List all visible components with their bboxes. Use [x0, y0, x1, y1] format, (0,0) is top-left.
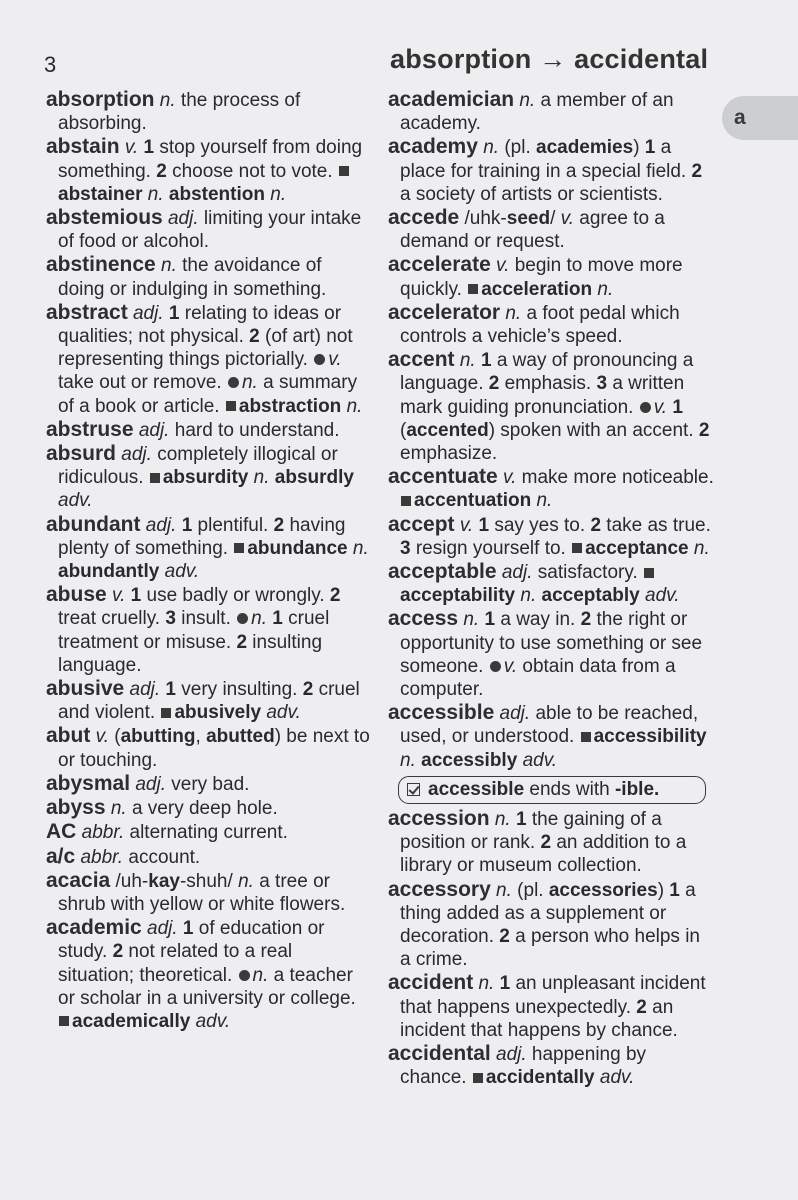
sense-number: 1 [479, 609, 496, 631]
dictionary-entry [388, 878, 714, 972]
derived-form: acceptability [400, 585, 516, 607]
part-of-speech: abbr. [81, 822, 125, 844]
definition-text: the process of absorbing. [58, 90, 301, 135]
dictionary-entry [388, 971, 714, 1042]
definition-text: an addition to a library or museum collection. [400, 832, 687, 877]
running-head: absorption → accidental [390, 44, 709, 74]
part-of-speech: adj. [132, 302, 164, 324]
derived-form: accidentally [485, 1067, 595, 1089]
sense-bullet-icon [239, 970, 250, 981]
sense-bullet-icon [314, 354, 325, 365]
headword: accentuate [388, 465, 498, 489]
definition-text: a place for training in a special field. [400, 137, 692, 182]
dictionary-entry [388, 807, 714, 878]
part-of-speech: v. [124, 137, 139, 159]
headword: accession [388, 806, 490, 830]
part-of-speech: v. [95, 726, 109, 748]
derived-form: accessibly [421, 749, 518, 771]
derived-form: accentuation [414, 490, 532, 512]
sense-number: 1 [510, 808, 527, 830]
part-of-speech: adj. [138, 419, 170, 441]
sense-number: 1 [644, 137, 656, 159]
dictionary-entry [46, 724, 371, 771]
definition-text: very insulting. [176, 679, 303, 701]
sense-number: 1 [176, 514, 193, 536]
sense-number: 2 [112, 941, 124, 963]
thumb-letter: a [734, 106, 746, 129]
left-column [46, 88, 371, 1033]
definition-text: a person who helps in a crime. [400, 925, 700, 971]
derived-form: accessibility [593, 726, 707, 748]
definition-text: not related to a real situation; theoretical. [58, 941, 293, 986]
part-of-speech: adv. [164, 561, 200, 583]
derived-form: abstraction [238, 395, 342, 417]
sense-number: 2 [691, 160, 703, 182]
dictionary-entry [388, 88, 714, 135]
headword: accidental [388, 1041, 491, 1065]
part-of-speech: v. [560, 208, 575, 230]
definition-text: -shuh/ [179, 870, 239, 892]
part-of-speech: n. [252, 964, 269, 986]
part-of-speech: n. [459, 350, 476, 372]
dictionary-entry [388, 253, 714, 300]
dictionary-entry [388, 1042, 714, 1089]
dictionary-entry [46, 442, 371, 513]
definition-text: a written mark guiding pronunciation. [400, 373, 685, 418]
dictionary-entry [46, 772, 371, 796]
definition-text: able to be reached, used, or understood. [400, 703, 699, 748]
sense-number: 1 [138, 137, 155, 159]
part-of-speech: v. [459, 514, 474, 536]
part-of-speech: n. [147, 183, 164, 205]
definition-text: cruel and violent. [58, 679, 360, 724]
derivative-marker-icon [581, 732, 591, 742]
headword: abuse [46, 583, 107, 607]
derived-form: abundantly [58, 561, 160, 583]
definition-text: cruel treatment or misuse. [58, 608, 330, 653]
definition-text: account. [123, 846, 201, 868]
headword: AC [46, 820, 77, 844]
part-of-speech: adj. [167, 208, 199, 230]
derived-form: abstainer [58, 183, 143, 205]
definition-text: make more noticeable. [516, 467, 714, 489]
part-of-speech: n. [505, 302, 522, 324]
part-of-speech: n. [536, 490, 553, 512]
part-of-speech: adj. [135, 773, 166, 795]
sense-number: 2 [302, 679, 314, 701]
sense-number: 1 [177, 918, 194, 940]
dictionary-entry [388, 607, 714, 701]
definition-text: hard to understand. [169, 419, 340, 441]
definition-text: the gaining of a position or rank. [400, 808, 662, 854]
dictionary-entry [46, 88, 371, 135]
derivative-marker-icon [401, 496, 411, 506]
part-of-speech: n. [463, 609, 480, 631]
derivative-marker-icon [644, 568, 654, 578]
headword: access [388, 607, 459, 631]
part-of-speech: adv. [266, 702, 301, 724]
dictionary-entry [46, 418, 371, 442]
tip-text: ends with [524, 778, 615, 800]
derivative-marker-icon [572, 543, 582, 553]
headword: abusive [46, 677, 125, 701]
derivative-marker-icon [161, 708, 171, 718]
sense-bullet-icon [237, 613, 248, 624]
part-of-speech: n. [270, 183, 287, 205]
headword: accede [388, 206, 460, 230]
part-of-speech: adv. [522, 749, 558, 771]
derivative-marker-icon [226, 401, 236, 411]
definition-text: relating to ideas or qualities; not physical. [58, 302, 342, 348]
derived-form: abstention [168, 183, 265, 205]
definition-text: limiting your intake of food or alcohol. [58, 208, 362, 253]
headword: accident [388, 971, 474, 995]
sense-number: 2 [580, 609, 592, 631]
headword: abstinence [46, 253, 156, 277]
headword: absorption [46, 88, 155, 111]
definition-text: use badly or wrongly. [141, 585, 330, 607]
sense-number: 1 [473, 514, 490, 536]
definition-text: obtain data from a computer. [400, 655, 676, 701]
part-of-speech: n. [519, 90, 536, 111]
part-of-speech: n. [494, 808, 511, 830]
definition-text: satisfactory. [532, 562, 643, 584]
sense-number: 2 [236, 631, 248, 653]
part-of-speech: v. [503, 467, 517, 489]
headword: acacia [46, 868, 111, 892]
definition-text: take as true. [601, 514, 711, 536]
sense-bullet-icon [640, 402, 651, 413]
headword: accessible [388, 701, 495, 725]
dictionary-entry [46, 796, 371, 820]
headword: abstruse [46, 417, 134, 441]
headword: abstemious [46, 206, 163, 230]
definition-text: treat cruelly. [58, 608, 166, 630]
headword: academician [388, 88, 515, 111]
derived-form: kay [148, 870, 180, 892]
definition-text: ( [108, 726, 121, 748]
part-of-speech: adj. [499, 703, 531, 725]
definition-text: a society of artists or scientists. [400, 183, 663, 205]
definition-text: begin to move more quickly. [400, 255, 683, 300]
dictionary-entry [46, 845, 371, 869]
derivative-marker-icon [473, 1073, 483, 1083]
part-of-speech: adj. [147, 918, 178, 940]
part-of-speech: n. [161, 255, 177, 277]
part-of-speech: n. [110, 798, 127, 820]
dictionary-entry [46, 135, 371, 206]
part-of-speech: n. [483, 137, 500, 159]
tip-word: accessible [428, 778, 525, 800]
part-of-speech: n. [253, 467, 270, 489]
definition-text: , [195, 726, 207, 748]
dictionary-entry [388, 465, 714, 512]
definition-text: a way in. [495, 609, 581, 631]
spelling-tip-box [398, 776, 706, 804]
headword: accelerator [388, 300, 501, 324]
definition-text: a summary of a book or article. [58, 372, 358, 417]
part-of-speech: n. [352, 537, 369, 559]
definition-text: a foot pedal which controls a vehicle’s speed. [400, 302, 680, 348]
part-of-speech: n. [400, 749, 416, 771]
dictionary-entry [388, 348, 714, 465]
derivative-marker-icon [150, 473, 160, 483]
sense-number: 1 [475, 350, 492, 372]
definition-text: ) be next to or touching. [58, 726, 370, 771]
sense-number: 3 [400, 537, 411, 559]
definition-text: a very deep hole. [126, 798, 278, 820]
part-of-speech: n. [693, 537, 710, 559]
headword: academy [388, 135, 478, 159]
definition-text: ) [633, 137, 645, 159]
definition-text: plentiful. [192, 514, 274, 536]
sense-number: 2 [488, 373, 500, 395]
sense-bullet-icon [490, 661, 501, 672]
part-of-speech: n. [238, 870, 254, 892]
derived-form: accented [406, 419, 489, 441]
definition-text: insulting language. [58, 631, 323, 676]
dictionary-entry [46, 677, 371, 724]
dictionary-entry [46, 301, 371, 418]
definition-text: of education or study. [58, 918, 325, 963]
part-of-speech: adj. [129, 679, 161, 701]
part-of-speech: n. [496, 879, 512, 901]
sense-number: 3 [596, 373, 608, 395]
headword: accept [388, 512, 455, 536]
part-of-speech: v. [503, 655, 518, 677]
sense-number: 3 [165, 608, 176, 630]
derived-form: accessories [548, 879, 658, 901]
part-of-speech: abbr. [80, 846, 124, 868]
definition-text: (of art) not representing things pictorially. [58, 326, 353, 371]
headword: abundant [46, 512, 141, 536]
sense-number: 2 [249, 326, 260, 348]
headword: abyss [46, 796, 106, 820]
part-of-speech: adv. [599, 1067, 635, 1089]
checkbox-icon [407, 783, 420, 796]
derived-form: abundance [247, 537, 348, 559]
part-of-speech: adj. [121, 444, 152, 466]
sense-number: 2 [540, 832, 552, 854]
derived-form: absurdly [274, 467, 354, 489]
part-of-speech: v. [328, 349, 342, 371]
tip-suffix: -ible. [614, 778, 660, 800]
definition-text: ) [657, 879, 670, 901]
definition-text: a way of pronouncing a language. [400, 350, 694, 395]
definition-text: happening by chance. [400, 1043, 647, 1089]
headword: academic [46, 916, 142, 940]
dictionary-entry [388, 513, 714, 560]
part-of-speech: n. [478, 973, 495, 995]
part-of-speech: adj. [145, 514, 177, 536]
derived-form: acceleration [481, 278, 593, 300]
definition-text: an incident that happens by chance. [400, 996, 678, 1041]
definition-text: (pl. [511, 879, 549, 901]
dictionary-entry [46, 513, 371, 584]
definition-text: completely illogical or ridiculous. [58, 444, 338, 489]
derived-form: acceptably [541, 585, 640, 607]
sense-bullet-icon [228, 377, 239, 388]
sense-number: 2 [156, 160, 167, 182]
sense-number: 1 [667, 396, 683, 418]
definition-text: very bad. [165, 773, 250, 795]
part-of-speech: adv. [645, 585, 680, 607]
derivative-marker-icon [59, 1016, 69, 1026]
definition-text: a teacher or scholar in a university or college. [58, 964, 356, 1009]
part-of-speech: n. [159, 90, 176, 111]
definition-text: emphasize. [400, 443, 498, 465]
definition-text: ( [400, 419, 407, 441]
definition-text: stop yourself from doing something. [58, 137, 363, 182]
definition-text: a thing added as a supplement or decoration. [400, 879, 696, 947]
headword: abysmal [46, 771, 131, 795]
dictionary-entry [388, 135, 714, 206]
headword: acceptable [388, 560, 497, 584]
sense-number: 1 [160, 679, 176, 701]
dictionary-entry [388, 301, 714, 348]
derived-form: abutting [120, 726, 196, 748]
headword: accent [388, 348, 455, 372]
headword: abstain [46, 135, 120, 159]
definition-text: having plenty of something. [58, 514, 346, 559]
definition-text: (pl. [499, 137, 536, 159]
dictionary-entry [46, 820, 371, 844]
definition-text: alternating current. [124, 822, 288, 844]
headword: abut [46, 724, 91, 748]
sense-number: 2 [636, 996, 647, 1018]
thumb-index-tab [722, 96, 798, 140]
derived-form: abutted [206, 726, 275, 748]
definition-text: /uhk- [464, 208, 507, 230]
headword: abstract [46, 300, 128, 324]
headword: absurd [46, 442, 117, 466]
part-of-speech: v. [496, 255, 510, 277]
derivative-marker-icon [339, 166, 349, 176]
part-of-speech: n. [597, 278, 614, 300]
part-of-speech: n. [346, 395, 363, 417]
definition-text: choose not to vote. [166, 160, 338, 182]
dictionary-entry [388, 701, 714, 772]
definition-text: resign yourself to. [410, 537, 572, 559]
right-column [388, 88, 714, 1089]
derivative-marker-icon [234, 543, 244, 553]
part-of-speech: v. [111, 585, 126, 607]
sense-number: 1 [494, 973, 511, 995]
sense-number: 1 [125, 585, 142, 607]
part-of-speech: n. [241, 372, 258, 394]
derived-form: abusively [174, 702, 262, 724]
part-of-speech: v. [653, 396, 668, 418]
part-of-speech: adj. [501, 562, 533, 584]
headword: a/c [46, 844, 76, 868]
dictionary-entry [46, 206, 371, 253]
sense-number: 2 [273, 514, 285, 536]
part-of-speech: n. [520, 585, 537, 607]
sense-number: 2 [499, 925, 510, 947]
part-of-speech: adv. [195, 1010, 231, 1032]
dictionary-entry [46, 916, 371, 1033]
sense-number: 2 [698, 419, 710, 441]
page-number: 3 [44, 52, 57, 77]
sense-number: 1 [272, 608, 283, 630]
definition-text: an unpleasant incident that happens unexpectedly. [400, 973, 706, 1018]
dictionary-entry [46, 869, 371, 916]
part-of-speech: n. [251, 608, 267, 630]
definition-text: the right or opportunity to use something or see someone. [400, 609, 703, 677]
sense-number: 2 [590, 514, 602, 536]
dictionary-entry [46, 583, 371, 677]
definition-text: a tree or shrub with yellow or white flowers. [58, 870, 346, 915]
definition-text: a member of an academy. [400, 90, 674, 135]
definition-text: /uh- [115, 870, 149, 892]
sense-number: 1 [669, 879, 680, 901]
derivative-marker-icon [468, 284, 478, 294]
sense-number: 1 [163, 302, 180, 324]
dictionary-entry [46, 253, 371, 300]
definition-text: insult. [175, 608, 237, 630]
part-of-speech: adv. [58, 490, 93, 512]
definition-text: the avoidance of doing or indulging in something. [58, 255, 327, 300]
definition-text: say yes to. [489, 514, 591, 536]
definition-text: take out or remove. [58, 372, 227, 394]
headword: accelerate [388, 253, 491, 277]
definition-text: / [550, 208, 561, 230]
definition-text: ) spoken with an accent. [488, 419, 699, 441]
definition-text: emphasis. [499, 373, 597, 395]
part-of-speech: adj. [496, 1043, 527, 1065]
sense-number: 2 [329, 585, 341, 607]
dictionary-entry [388, 206, 714, 253]
derived-form: absurdity [162, 467, 249, 489]
derived-form: acceptance [585, 537, 689, 559]
derived-form: academically [72, 1010, 191, 1032]
definition-text: agree to a demand or request. [400, 208, 665, 253]
derived-form: seed [506, 208, 551, 230]
dictionary-entry [388, 560, 714, 607]
headword: accessory [388, 877, 491, 901]
derived-form: academies [536, 137, 634, 159]
